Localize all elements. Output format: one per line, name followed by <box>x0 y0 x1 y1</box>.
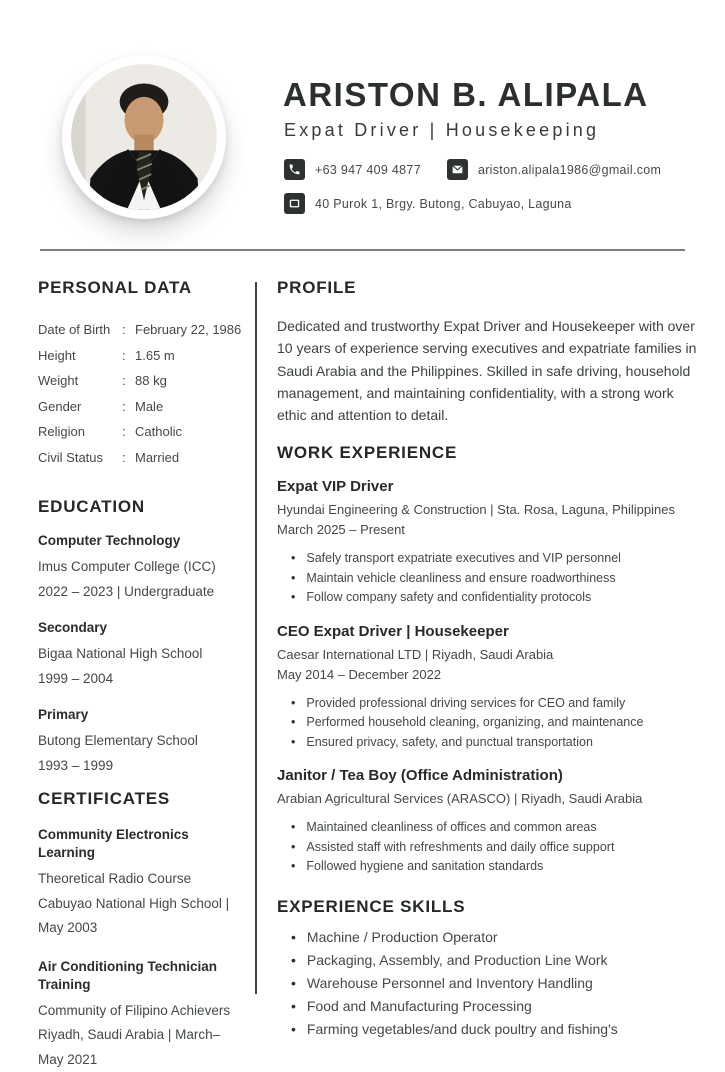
job-bullet <box>277 857 697 877</box>
bullet-dot: • <box>291 694 295 714</box>
bullet-dot: • <box>291 949 296 972</box>
field-label: Gender <box>38 394 122 420</box>
right-column <box>277 278 697 1024</box>
bullet-dot: • <box>291 818 295 838</box>
job-title: Expat VIP Driver <box>277 478 697 495</box>
bullet-text: Followed hygiene and sanitation standards <box>306 857 543 877</box>
field-colon: : <box>122 343 135 369</box>
education-item <box>38 706 245 778</box>
field-label: Height <box>38 343 122 369</box>
personal-data-section <box>38 278 245 470</box>
bullet-text: Follow company safety and confidentiality protocols <box>306 588 591 608</box>
job-bullet <box>277 569 697 589</box>
field-value: 1.65 m <box>135 343 175 369</box>
education-heading: EDUCATION <box>38 497 245 517</box>
job-entry <box>277 623 697 753</box>
certificate-line: Riyadh, Saudi Arabia | March– <box>38 1023 245 1048</box>
personal-data-row <box>38 394 245 420</box>
contact-row-1 <box>284 159 661 180</box>
education-item-line: 1999 – 2004 <box>38 667 245 692</box>
work-experience-heading: WORK EXPERIENCE <box>277 443 697 463</box>
personal-data-row <box>38 368 245 394</box>
skill-bullet <box>277 1018 697 1041</box>
job-entry <box>277 478 697 608</box>
envelope-icon <box>447 159 468 180</box>
personal-data-rows <box>38 317 245 470</box>
field-value: Male <box>135 394 163 420</box>
field-colon: : <box>122 419 135 445</box>
education-item <box>38 619 245 691</box>
bullet-text: Maintain vehicle cleanliness and ensure roadworthiness <box>306 569 615 589</box>
job-bullet <box>277 838 697 858</box>
bullet-dot: • <box>291 857 295 877</box>
skill-bullet <box>277 972 697 995</box>
bullet-dot: • <box>291 972 296 995</box>
job-title-subtitle: Expat Driver | Housekeeping <box>284 120 599 141</box>
job-title: Janitor / Tea Boy (Office Administration) <box>277 767 697 784</box>
skill-bullet <box>277 926 697 949</box>
certificate-title: Air Conditioning Technician Training <box>38 958 245 994</box>
field-value: 88 kg <box>135 368 167 394</box>
certificate-line: May 2021 <box>38 1048 245 1072</box>
job-title: CEO Expat Driver | Housekeeper <box>277 623 697 640</box>
job-bullet <box>277 694 697 714</box>
certificate-line: Cabuyao National High School | <box>38 892 245 917</box>
field-label: Civil Status <box>38 445 122 471</box>
education-item-line: Bigaa National High School <box>38 642 245 667</box>
personal-data-heading: PERSONAL DATA <box>38 278 245 298</box>
field-colon: : <box>122 445 135 471</box>
bullet-dot: • <box>291 569 295 589</box>
bullet-text: Food and Manufacturing Processing <box>307 995 532 1018</box>
education-item-title: Primary <box>38 706 245 724</box>
bullet-dot: • <box>291 588 295 608</box>
job-dates: May 2014 – December 2022 <box>277 665 697 685</box>
bullet-text: Farming vegetables/and duck poultry and fishing's <box>307 1018 618 1041</box>
certificate-line: Theoretical Radio Course <box>38 867 245 892</box>
profile-summary: Dedicated and trustworthy Expat Driver and Housekeeper with over 10 years of experience serving executives and expatriate families in Saudi Arabia and the Philippines. Skilled in safe driving, household management, and maintaining confidentiality, with a strong work ethic and attention to detail. <box>277 315 697 426</box>
header <box>0 0 725 250</box>
portrait-avatar <box>71 64 217 210</box>
field-colon: : <box>122 394 135 420</box>
skill-bullet <box>277 995 697 1018</box>
experience-skills-section <box>277 897 697 1041</box>
person-name: ARISTON B. ALIPALA <box>283 76 649 114</box>
skill-bullet <box>277 949 697 972</box>
bullet-text: Warehouse Personnel and Inventory Handling <box>307 972 593 995</box>
bullet-text: Maintained cleanliness of offices and common areas <box>306 818 596 838</box>
bullet-dot: • <box>291 549 295 569</box>
personal-data-row <box>38 343 245 369</box>
bullet-dot: • <box>291 926 296 949</box>
certificate-item <box>38 826 245 941</box>
experience-skills-heading: EXPERIENCE SKILLS <box>277 897 697 917</box>
certificate-title: Community Electronics Learning <box>38 826 245 862</box>
personal-data-row <box>38 419 245 445</box>
profile-heading: PROFILE <box>277 278 697 298</box>
street-address: 40 Purok 1, Brgy. Butong, Cabuyao, Laguna <box>315 197 572 211</box>
personal-data-row <box>38 317 245 343</box>
job-entry <box>277 767 697 877</box>
field-value: Married <box>135 445 179 471</box>
bullet-text: Safely transport expatriate executives and VIP personnel <box>306 549 621 569</box>
header-divider <box>40 249 685 251</box>
education-item-title: Secondary <box>38 619 245 637</box>
job-bullet <box>277 733 697 753</box>
job-bullets <box>277 818 697 877</box>
education-item <box>38 532 245 604</box>
field-colon: : <box>122 317 135 343</box>
certificate-line: Community of Filipino Achievers <box>38 999 245 1024</box>
job-company: Caesar International LTD | Riyadh, Saudi Arabia <box>277 645 697 665</box>
bullet-dot: • <box>291 713 295 733</box>
field-label: Religion <box>38 419 122 445</box>
bullet-dot: • <box>291 733 295 753</box>
certificates-section <box>38 789 245 1072</box>
field-value: Catholic <box>135 419 182 445</box>
left-column <box>38 278 245 1024</box>
bullet-dot: • <box>291 838 295 858</box>
profile-photo <box>62 55 226 219</box>
phone-icon <box>284 159 305 180</box>
certificate-item <box>38 958 245 1072</box>
job-dates: March 2025 – Present <box>277 520 697 540</box>
profile-section <box>277 278 697 426</box>
personal-data-row <box>38 445 245 471</box>
field-label: Weight <box>38 368 122 394</box>
bullet-dot: • <box>291 1018 296 1041</box>
job-company: Arabian Agricultural Services (ARASCO) | Riyadh, Saudi Arabia <box>277 789 697 809</box>
education-item-line: 1993 – 1999 <box>38 754 245 779</box>
bullet-text: Performed household cleaning, organizing, and maintenance <box>306 713 643 733</box>
job-bullets <box>277 549 697 608</box>
bullet-text: Ensured privacy, safety, and punctual transportation <box>306 733 593 753</box>
address-contact <box>284 193 572 214</box>
work-experience-section <box>277 443 697 877</box>
education-item-title: Computer Technology <box>38 532 245 550</box>
bullet-text: Packaging, Assembly, and Production Line Work <box>307 949 608 972</box>
education-item-line: 2022 – 2023 | Undergraduate <box>38 580 245 605</box>
field-label: Date of Birth <box>38 317 122 343</box>
job-company: Hyundai Engineering & Construction | Sta. Rosa, Laguna, Philippines <box>277 500 697 520</box>
bullet-text: Provided professional driving services for CEO and family <box>306 694 625 714</box>
frame-icon <box>284 193 305 214</box>
column-divider <box>255 282 257 994</box>
education-item-line: Butong Elementary School <box>38 729 245 754</box>
job-bullet <box>277 818 697 838</box>
phone-contact <box>284 159 421 180</box>
field-colon: : <box>122 368 135 394</box>
bullet-text: Assisted staff with refreshments and daily office support <box>306 838 614 858</box>
certificate-line: May 2003 <box>38 916 245 941</box>
email-contact <box>447 159 661 180</box>
bullet-dot: • <box>291 995 296 1018</box>
job-bullet <box>277 588 697 608</box>
field-value: February 22, 1986 <box>135 317 241 343</box>
contact-row-2 <box>284 193 572 214</box>
education-section <box>38 497 245 778</box>
job-bullet <box>277 549 697 569</box>
email-address: ariston.alipala1986@gmail.com <box>478 163 661 177</box>
certificates-heading: CERTIFICATES <box>38 789 245 809</box>
phone-number: +63 947 409 4877 <box>315 163 421 177</box>
job-bullets <box>277 694 697 753</box>
job-bullet <box>277 713 697 733</box>
education-item-line: Imus Computer College (ICC) <box>38 555 245 580</box>
bullet-text: Machine / Production Operator <box>307 926 498 949</box>
content-columns <box>38 278 697 1024</box>
